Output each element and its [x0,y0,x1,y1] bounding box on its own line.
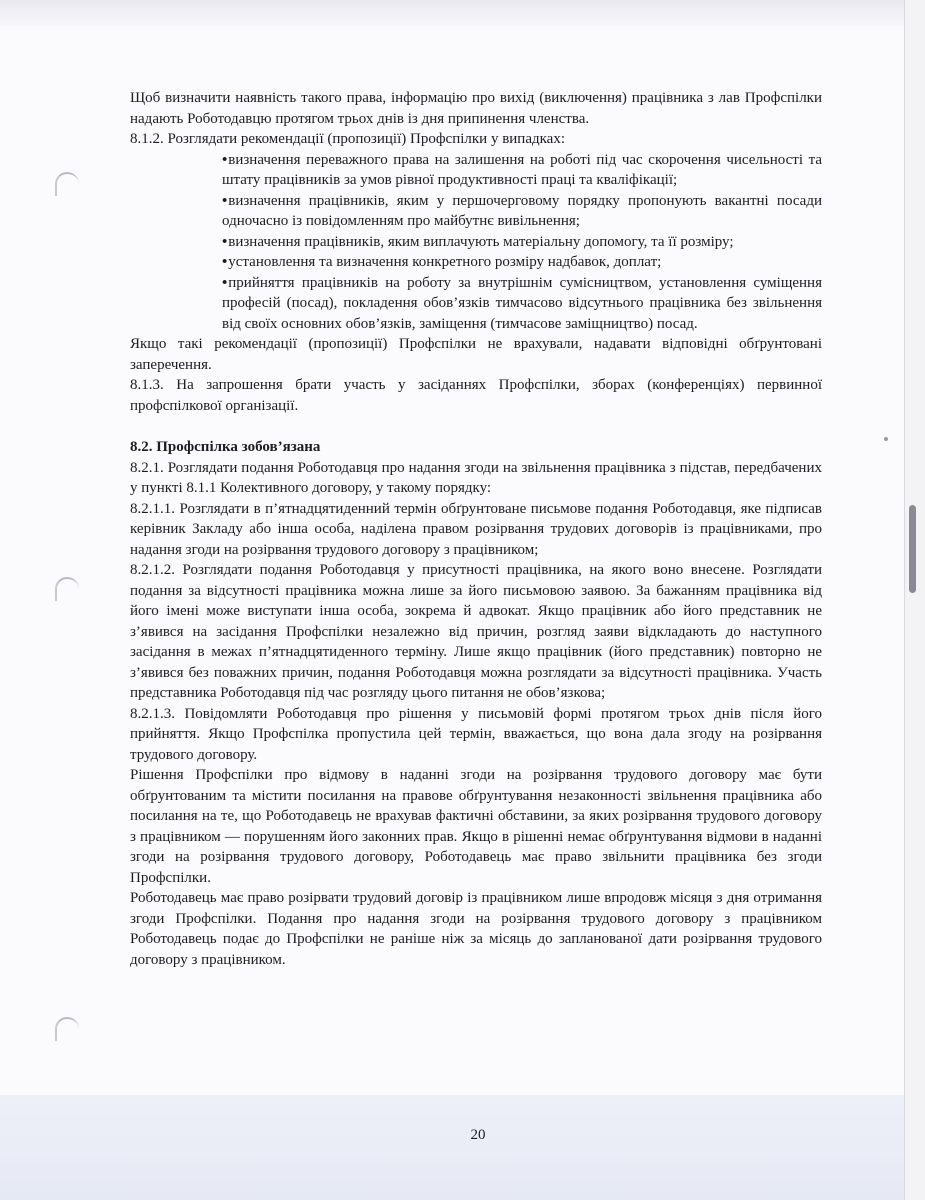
bullet-text: визначення переважного права на залишення на роботі під час скорочення чисельності та штату працівників за умов рівної продуктивності праці та кваліфікації; [222,151,822,188]
punch-hole-mark [55,577,79,601]
section-heading: 8.2. Профспілка зобов’язана [130,439,321,455]
clause-8-1-2: 8.1.2. Розглядати рекомендації (пропозиції) Профспілки у випадках: [130,131,566,147]
clause-8-2-1-1: 8.2.1.1. Розглядати в п’ятнадцятиденний термін обґрунтоване письмове подання Роботодавця, яке підписав керівник Закладу або інша особа, наділена правом розірвання трудових договорів із працівниками, про надання згоди на розірвання трудового договору з працівником; [130,500,822,558]
scan-speck [884,437,888,441]
paragraph: Рішення Профспілки про відмову в наданні згоди на розірвання трудового договору має бути обґрунтованим та містити посилання на правове обґрунтування незаконності звільнення працівника або посилання на те, що Роботодавець не врахував фактичні обставини, за яких розірвання трудового договору з працівником — порушенням його законних прав. Якщо в рішенні немає обґрунтування відмови в наданні згоди на розірвання трудового договору, Роботодавець має право звільнити працівника без згоди Профспілки. [130,767,822,886]
bullet-item [130,191,822,232]
bullet-item [130,232,822,253]
clause-8-2-1-3: 8.2.1.3. Повідомляти Роботодавця про рішення у письмовій формі протягом трьох днів після його прийняття. Якщо Профспілка пропустила цей термін, вважається, що вона дала згоду на розірвання трудового договору. [130,705,822,763]
paragraph: Щоб визначити наявність такого права, інформацію про вихід (виключення) працівника з лав Профспілки надають Роботодавцю протягом трьох днів із дня припинення членства. [130,90,822,127]
document-body [130,88,822,970]
punch-hole-mark [55,172,79,196]
bullet-text: прийняття працівників на роботу за внутрішнім сумісництвом, установлення суміщення професій (посад), покладення обов’язків тимчасово відсутнього працівника без звільнення від своїх основних обов’язків, заміщення (тимчасове заміщництво) посад. [222,274,822,332]
paragraph: Якщо такі рекомендації (пропозиції) Профспілки не врахували, надавати відповідні обґрунтовані заперечення. [130,336,822,373]
clause-8-2-1: 8.2.1. Розглядати подання Роботодавця про надання згоди на звільнення працівника з підстав, передбачених у пункті 8.1.1 Колективного договору, у такому порядку: [130,459,822,496]
clause-8-1-3: 8.1.3. На запрошення брати участь у засіданнях Профспілки, зборах (конференціях) первинної профспілкової організації. [130,377,822,414]
bullet-item [130,273,822,335]
paragraph: Роботодавець має право розірвати трудовий договір із працівником лише впродовж місяця з дня отримання згоди Профспілки. Подання про надання згоди на розірвання трудового договору з працівником Роботодавець подає до Профспілки не раніше ніж за місяць до запланованої дати розірвання трудового договору з працівником. [130,890,822,968]
spacer [130,416,822,437]
bullet-text: визначення працівників, яким у першочерговому порядку пропонують вакантні посади одночасно із повідомленням про майбутнє вивільнення; [222,192,822,229]
clause-8-2-1-2: 8.2.1.2. Розглядати подання Роботодавця у присутності працівника, на якого воно внесене. Розглядати подання за відсутності працівника можна лише за його письмовою заявою. За бажанням працівника від його імені може виступати інша особа, зокрема й адвокат. Якщо працівник або його представник не з’явився на засідання Профспілки незалежно від причин, розгляд заяви відкладають до наступного засідання в межах п’ятнадцятиденного терміну. Лише якщо працівник (його представник) повторно не з’явився без поважних причин, подання Роботодавця можна розглядати за відсутності працівника. Участь представника Роботодавця під час розгляду цього питання не обов’язкова; [130,562,822,701]
punch-hole-mark [55,1017,79,1041]
bullet-item [130,252,822,273]
bullet-item [130,150,822,191]
page-number: 20 [470,1127,486,1143]
bullet-text: визначення працівників, яким виплачують матеріальну допомогу, та її розміру; [228,233,734,250]
scan-bottom-shadow [0,1095,904,1200]
scan-top-shadow [0,0,904,26]
bullet-text: установлення та визначення конкретного розміру надбавок, доплат; [228,254,662,270]
scrollbar-thumb[interactable] [909,505,916,593]
